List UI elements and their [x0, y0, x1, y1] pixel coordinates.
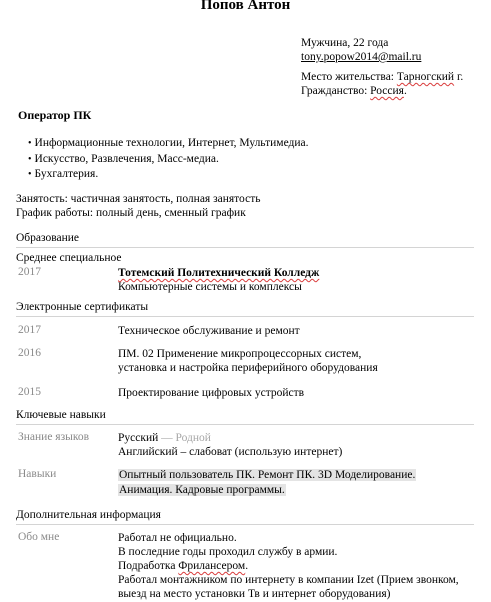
- about-line: выезд на место установки Тв и интернет оборудования): [118, 588, 391, 600]
- language-english: Английский – слабоват (использую интернет): [118, 446, 343, 458]
- language-name: Русский: [118, 432, 159, 444]
- section-title-skills: Ключевые навыки: [16, 409, 106, 421]
- skill-tags: Анимация. Кадровые программы.: [119, 484, 285, 496]
- divider: [16, 424, 474, 425]
- citizenship: [301, 84, 407, 98]
- certificate-title: Проектирование цифровых устройств: [118, 387, 305, 399]
- email-link[interactable]: tony.popow2014@mail.ru: [301, 51, 422, 63]
- about-line: [118, 559, 248, 574]
- language-level: — Родной: [158, 432, 211, 444]
- about-line: В последние годы проходил службу в армии.: [118, 546, 338, 558]
- residence: [301, 70, 463, 84]
- education-year: 2017: [18, 266, 41, 278]
- skills-label: Навыки: [18, 468, 57, 480]
- about-line: Работал монтажником по интернету в компании Izet (Прием звонком,: [118, 574, 459, 586]
- citizenship-suffix: .: [403, 85, 407, 97]
- education-specialty: Компьютерные системы и комплексы: [118, 281, 302, 293]
- citizenship-value: Россия: [370, 85, 404, 97]
- education-level: Среднее специальное: [16, 252, 122, 264]
- certificate-year: 2016: [18, 347, 41, 359]
- divider: [16, 316, 474, 317]
- residence-suffix: г.: [454, 71, 464, 83]
- about-suffix: .: [245, 560, 249, 572]
- certificate-title: Техническое обслуживание и ремонт: [118, 325, 300, 337]
- skills-line: [118, 483, 286, 498]
- job-title: Оператор ПК: [18, 108, 92, 122]
- list-item: • Бухгалтерия.: [28, 167, 309, 183]
- skills-line: [118, 468, 416, 483]
- divider: [16, 247, 474, 248]
- section-title-additional: Дополнительная информация: [16, 509, 161, 521]
- certificate-title-cont: установка и настройка периферийного оборудования: [118, 362, 378, 374]
- gender-age: Мужчина, 22 года: [301, 37, 389, 49]
- section-title-certificates: Электронные сертификаты: [16, 301, 149, 313]
- skill-tags: Опытный пользователь ПК. Ремонт ПК. 3D Моделирование.: [119, 469, 416, 481]
- candidate-name: Попов Антон: [200, 0, 291, 13]
- citizenship-label: Гражданство:: [301, 85, 371, 97]
- schedule: График работы: полный день, сменный график: [16, 207, 246, 219]
- about-line: Работал не официально.: [118, 532, 237, 544]
- residence-label: Место жительства:: [301, 71, 397, 83]
- divider: [16, 524, 474, 525]
- language-native: [118, 431, 211, 446]
- certificate-year: 2017: [18, 324, 41, 336]
- languages-label: Знание языков: [18, 431, 90, 443]
- list-item: • Информационные технологии, Интернет, Мультимедиа.: [28, 136, 309, 152]
- certificate-year: 2015: [18, 386, 41, 398]
- employment: Занятость: частичная занятость, полная занятость: [16, 193, 261, 205]
- section-title-education: Образование: [16, 232, 80, 244]
- about-label: Обо мне: [18, 531, 60, 543]
- certificate-title: ПМ. 02 Применение микропроцессорных систем,: [118, 348, 362, 360]
- list-item: • Искусство, Развлечения, Масс-медиа.: [28, 152, 309, 168]
- residence-city: Тарногский: [396, 71, 455, 83]
- sphere-list: [28, 136, 309, 183]
- about-word: Фрилансером: [178, 560, 246, 572]
- about-prefix: Подработка: [118, 560, 179, 572]
- education-institution: Тотемский Политехнический Колледж: [118, 267, 320, 279]
